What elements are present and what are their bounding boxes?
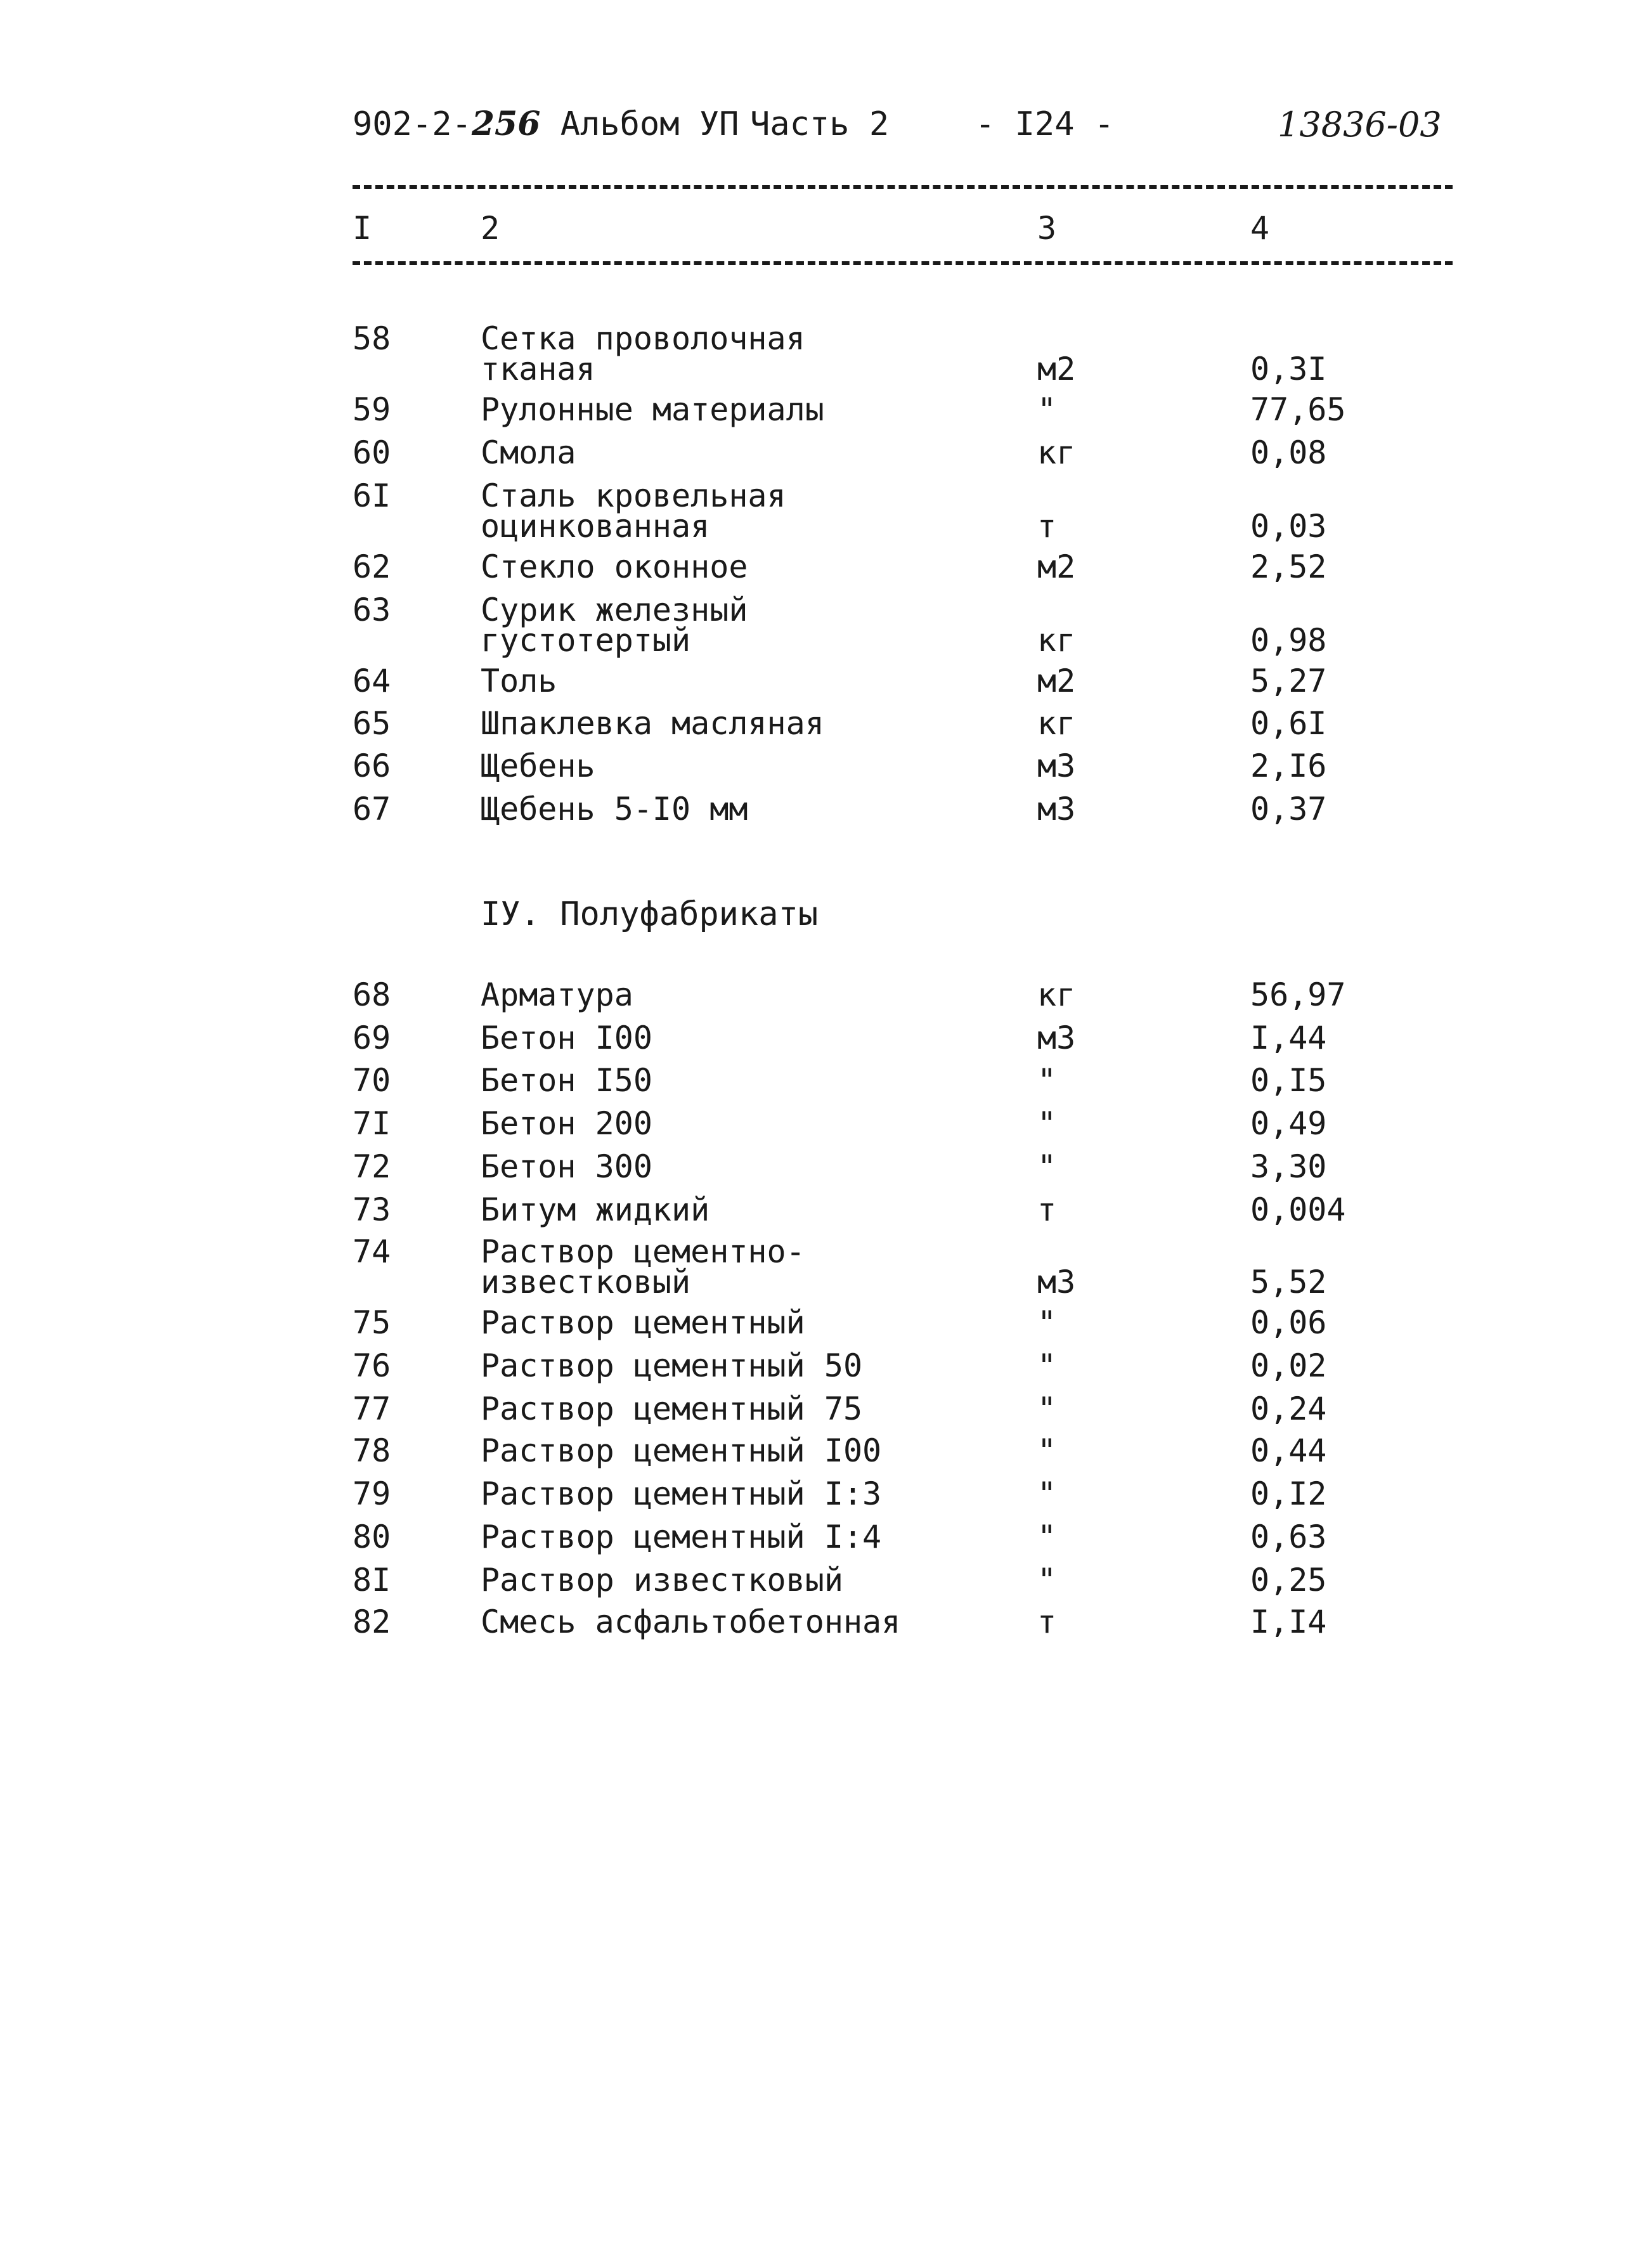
table-row [0, 791, 1639, 827]
quantity: 0,6I [1250, 705, 1327, 742]
row-number: 76 [353, 1347, 391, 1384]
unit-of-measure: " [1037, 1304, 1057, 1341]
quantity: 0,24 [1250, 1390, 1327, 1427]
quantity: 0,63 [1250, 1519, 1327, 1555]
item-name: Раствор цементный 50 [481, 1347, 863, 1384]
table-row [0, 434, 1639, 471]
table-row [0, 1562, 1639, 1598]
column-header-2: 2 [481, 210, 500, 247]
header-rule-bottom [353, 261, 1453, 265]
table-row [0, 1191, 1639, 1228]
table-row [0, 1105, 1639, 1142]
unit-of-measure: " [1037, 1519, 1057, 1555]
unit-of-measure: м2 [1037, 548, 1076, 585]
unit-of-measure: " [1037, 1562, 1057, 1598]
item-name: Сурик железный густотертый [481, 592, 748, 659]
item-name: Бетон I50 [481, 1062, 652, 1099]
row-number: 7I [353, 1105, 391, 1142]
row-number: 79 [353, 1475, 391, 1512]
table-row [0, 592, 1639, 659]
item-name: Рулонные материалы [481, 391, 824, 428]
series-prefix: 902-2- [353, 105, 472, 143]
table-row [0, 705, 1639, 742]
unit-of-measure: кг [1037, 622, 1076, 659]
quantity: 0,I2 [1250, 1475, 1327, 1512]
row-number: 62 [353, 548, 391, 585]
unit-of-measure: " [1037, 1347, 1057, 1384]
row-number: 72 [353, 1148, 391, 1185]
quantity: 5,52 [1250, 1264, 1327, 1300]
row-number: 67 [353, 791, 391, 827]
quantity: 3,30 [1250, 1148, 1327, 1185]
quantity: 0,I5 [1250, 1062, 1327, 1099]
album-label: Альбом УП [540, 105, 739, 143]
table-row [0, 976, 1639, 1013]
item-name: Щебень 5-I0 мм [481, 791, 748, 827]
header-rule-top [353, 185, 1453, 189]
unit-of-measure: " [1037, 1148, 1057, 1185]
unit-of-measure: кг [1037, 705, 1076, 742]
table-row [0, 663, 1639, 699]
document-code: 13836-03 [1278, 105, 1442, 145]
table-row [0, 1304, 1639, 1341]
item-name: Смола [481, 434, 576, 471]
quantity: 0,02 [1250, 1347, 1327, 1384]
row-number: 58 [353, 320, 391, 357]
quantity: I,44 [1250, 1020, 1327, 1056]
row-number: 82 [353, 1604, 391, 1640]
item-name: Раствор цементный I:4 [481, 1519, 882, 1555]
row-number: 74 [353, 1233, 391, 1270]
row-number: 60 [353, 434, 391, 471]
row-number: 75 [353, 1304, 391, 1341]
row-number: 65 [353, 705, 391, 742]
row-number: 8I [353, 1562, 391, 1598]
table-row [0, 748, 1639, 784]
item-name: Бетон I00 [481, 1020, 652, 1056]
item-name: Раствор известковый [481, 1562, 843, 1598]
unit-of-measure: м2 [1037, 351, 1076, 387]
unit-of-measure: м3 [1037, 748, 1076, 784]
item-name: Шпаклевка масляная [481, 705, 824, 742]
unit-of-measure: т [1037, 508, 1057, 545]
unit-of-measure: " [1037, 1432, 1057, 1469]
table-row [0, 477, 1639, 545]
quantity: 2,I6 [1250, 748, 1327, 784]
quantity: 0,49 [1250, 1105, 1327, 1142]
unit-of-measure: " [1037, 1475, 1057, 1512]
part-label: Часть 2 [750, 105, 890, 143]
table-row [0, 548, 1639, 585]
quantity: 0,004 [1250, 1191, 1346, 1228]
table-row [0, 1020, 1639, 1056]
table-row [0, 1432, 1639, 1469]
item-name: Сетка проволочная тканая [481, 320, 805, 387]
quantity: 0,06 [1250, 1304, 1327, 1341]
quantity: 0,37 [1250, 791, 1327, 827]
table-row [0, 1475, 1639, 1512]
table-row [0, 1604, 1639, 1640]
row-number: 69 [353, 1020, 391, 1056]
unit-of-measure: м2 [1037, 663, 1076, 699]
unit-of-measure: т [1037, 1604, 1057, 1640]
row-number: 77 [353, 1390, 391, 1427]
row-number: 59 [353, 391, 391, 428]
row-number: 80 [353, 1519, 391, 1555]
row-number: 6I [353, 477, 391, 514]
unit-of-measure: " [1037, 1062, 1057, 1099]
table-row [0, 320, 1639, 387]
page-number: - I24 - [975, 105, 1115, 143]
table-row [0, 391, 1639, 428]
quantity: 2,52 [1250, 548, 1327, 585]
item-name: Раствор цементный I00 [481, 1432, 882, 1469]
row-number: 66 [353, 748, 391, 784]
unit-of-measure: кг [1037, 434, 1076, 471]
table-row [0, 1233, 1639, 1300]
quantity: 77,65 [1250, 391, 1346, 428]
quantity: 0,98 [1250, 622, 1327, 659]
table-row [0, 1519, 1639, 1555]
quantity: 0,03 [1250, 508, 1327, 545]
row-number: 64 [353, 663, 391, 699]
table-row [0, 1062, 1639, 1099]
quantity: 0,44 [1250, 1432, 1327, 1469]
table-row [0, 1390, 1639, 1427]
row-number: 68 [353, 976, 391, 1013]
item-name: Толь [481, 663, 557, 699]
item-name: Смесь асфальтобетонная [481, 1604, 901, 1640]
unit-of-measure: " [1037, 391, 1057, 428]
item-name: Бетон 300 [481, 1148, 652, 1185]
row-number: 63 [353, 592, 391, 628]
unit-of-measure: м3 [1037, 791, 1076, 827]
quantity: 56,97 [1250, 976, 1346, 1013]
item-name: Раствор цементный I:3 [481, 1475, 882, 1512]
document-series [353, 105, 739, 143]
table-row [0, 1148, 1639, 1185]
unit-of-measure: кг [1037, 976, 1076, 1013]
quantity: 0,08 [1250, 434, 1327, 471]
row-number: 70 [353, 1062, 391, 1099]
item-name: Раствор цементный [481, 1304, 805, 1341]
item-name: Раствор цементно- известковый [481, 1233, 805, 1300]
quantity: 5,27 [1250, 663, 1327, 699]
unit-of-measure: м3 [1037, 1264, 1076, 1300]
item-name: Бетон 200 [481, 1105, 652, 1142]
quantity: I,I4 [1250, 1604, 1327, 1640]
unit-of-measure: м3 [1037, 1020, 1076, 1056]
section-title: IУ. Полуфабрикаты [481, 895, 819, 933]
item-name: Раствор цементный 75 [481, 1390, 863, 1427]
row-number: 73 [353, 1191, 391, 1228]
item-name: Стекло оконное [481, 548, 748, 585]
column-header-3: 3 [1037, 210, 1057, 247]
item-name: Щебень [481, 748, 595, 784]
unit-of-measure: " [1037, 1390, 1057, 1427]
item-name: Арматура [481, 976, 633, 1013]
column-header-1: I [353, 210, 372, 247]
item-name: Сталь кровельная оцинкованная [481, 477, 786, 545]
item-name: Битум жидкий [481, 1191, 710, 1228]
quantity: 0,3I [1250, 351, 1327, 387]
table-row [0, 1347, 1639, 1384]
unit-of-measure: т [1037, 1191, 1057, 1228]
quantity: 0,25 [1250, 1562, 1327, 1598]
column-header-4: 4 [1250, 210, 1270, 247]
row-number: 78 [353, 1432, 391, 1469]
unit-of-measure: " [1037, 1105, 1057, 1142]
series-handwritten-number: 256 [471, 105, 541, 143]
